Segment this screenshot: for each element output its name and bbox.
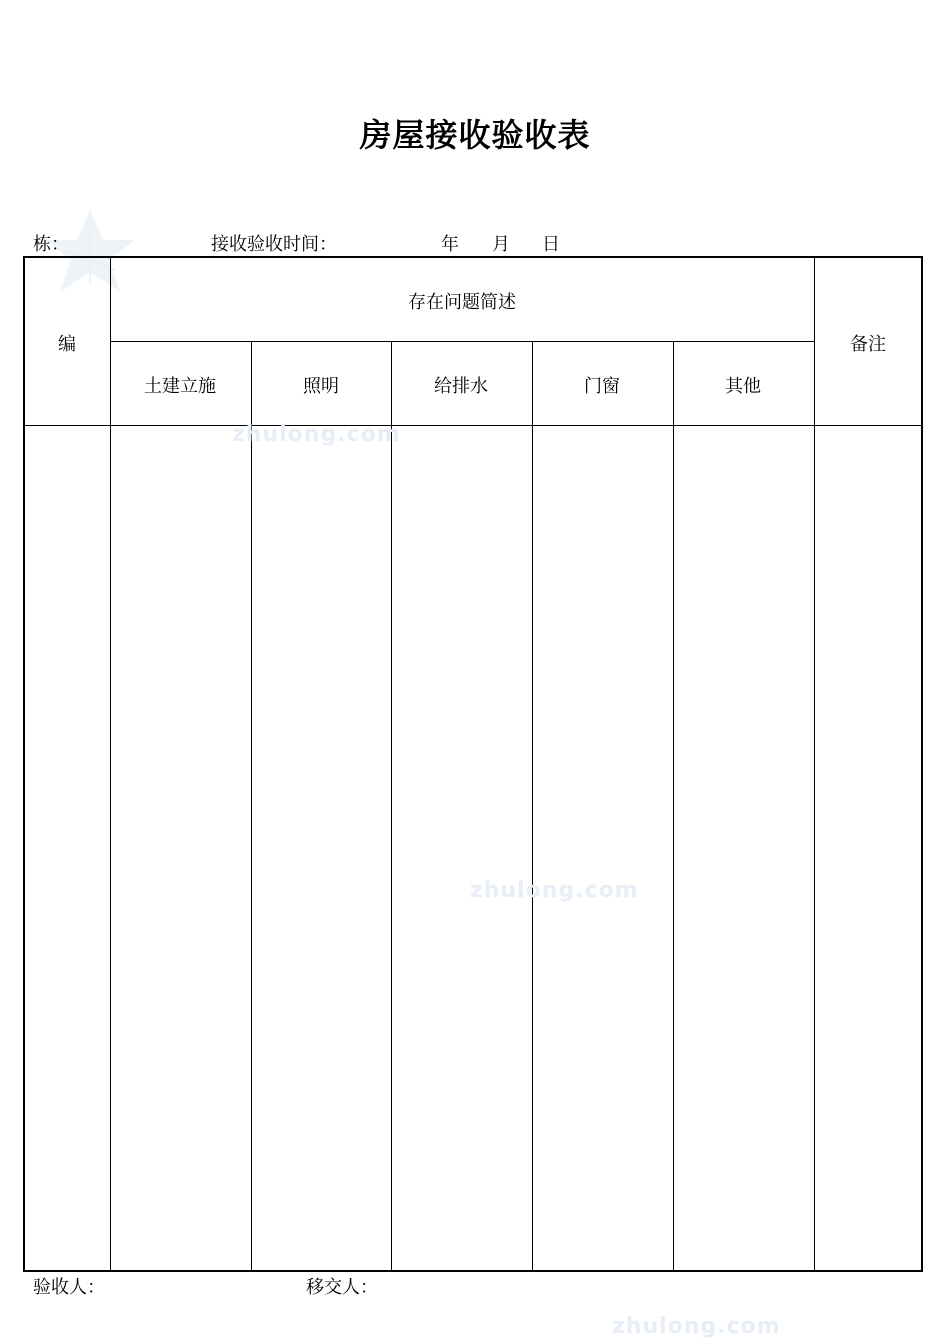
watermark-text: zhulong.com [612, 1314, 781, 1339]
day-label: 日 [542, 234, 560, 255]
column-divider [110, 258, 111, 1270]
header-remarks: 备注 [850, 334, 886, 355]
header-other: 其他 [725, 376, 761, 397]
document-title: 房屋接收验收表 [359, 116, 591, 154]
header-plumbing: 给排水 [434, 376, 488, 397]
header-lighting: 照明 [303, 376, 339, 397]
header-number: 编 [58, 334, 76, 355]
header-civil-works: 土建立施 [144, 376, 216, 397]
column-divider [391, 341, 392, 1270]
inspection-table [23, 256, 923, 1272]
header-problem-summary: 存在问题简述 [408, 292, 516, 313]
column-divider [251, 341, 252, 1270]
header-doors-windows: 门窗 [584, 376, 620, 397]
transferor-label: 移交人： [306, 1277, 378, 1298]
month-label: 月 [492, 234, 510, 255]
row-divider [110, 341, 814, 342]
column-divider [814, 258, 815, 1270]
inspection-time-label: 接收验收时间： [211, 234, 337, 255]
building-label: 栋： [33, 234, 69, 255]
header-bottom-divider [25, 425, 921, 426]
column-divider [532, 341, 533, 1270]
inspector-label: 验收人： [33, 1277, 105, 1298]
watermark-text: zhulong.com [232, 422, 401, 447]
column-divider [673, 341, 674, 1270]
year-label: 年 [441, 234, 459, 255]
watermark-text: zhulong.com [470, 878, 639, 903]
